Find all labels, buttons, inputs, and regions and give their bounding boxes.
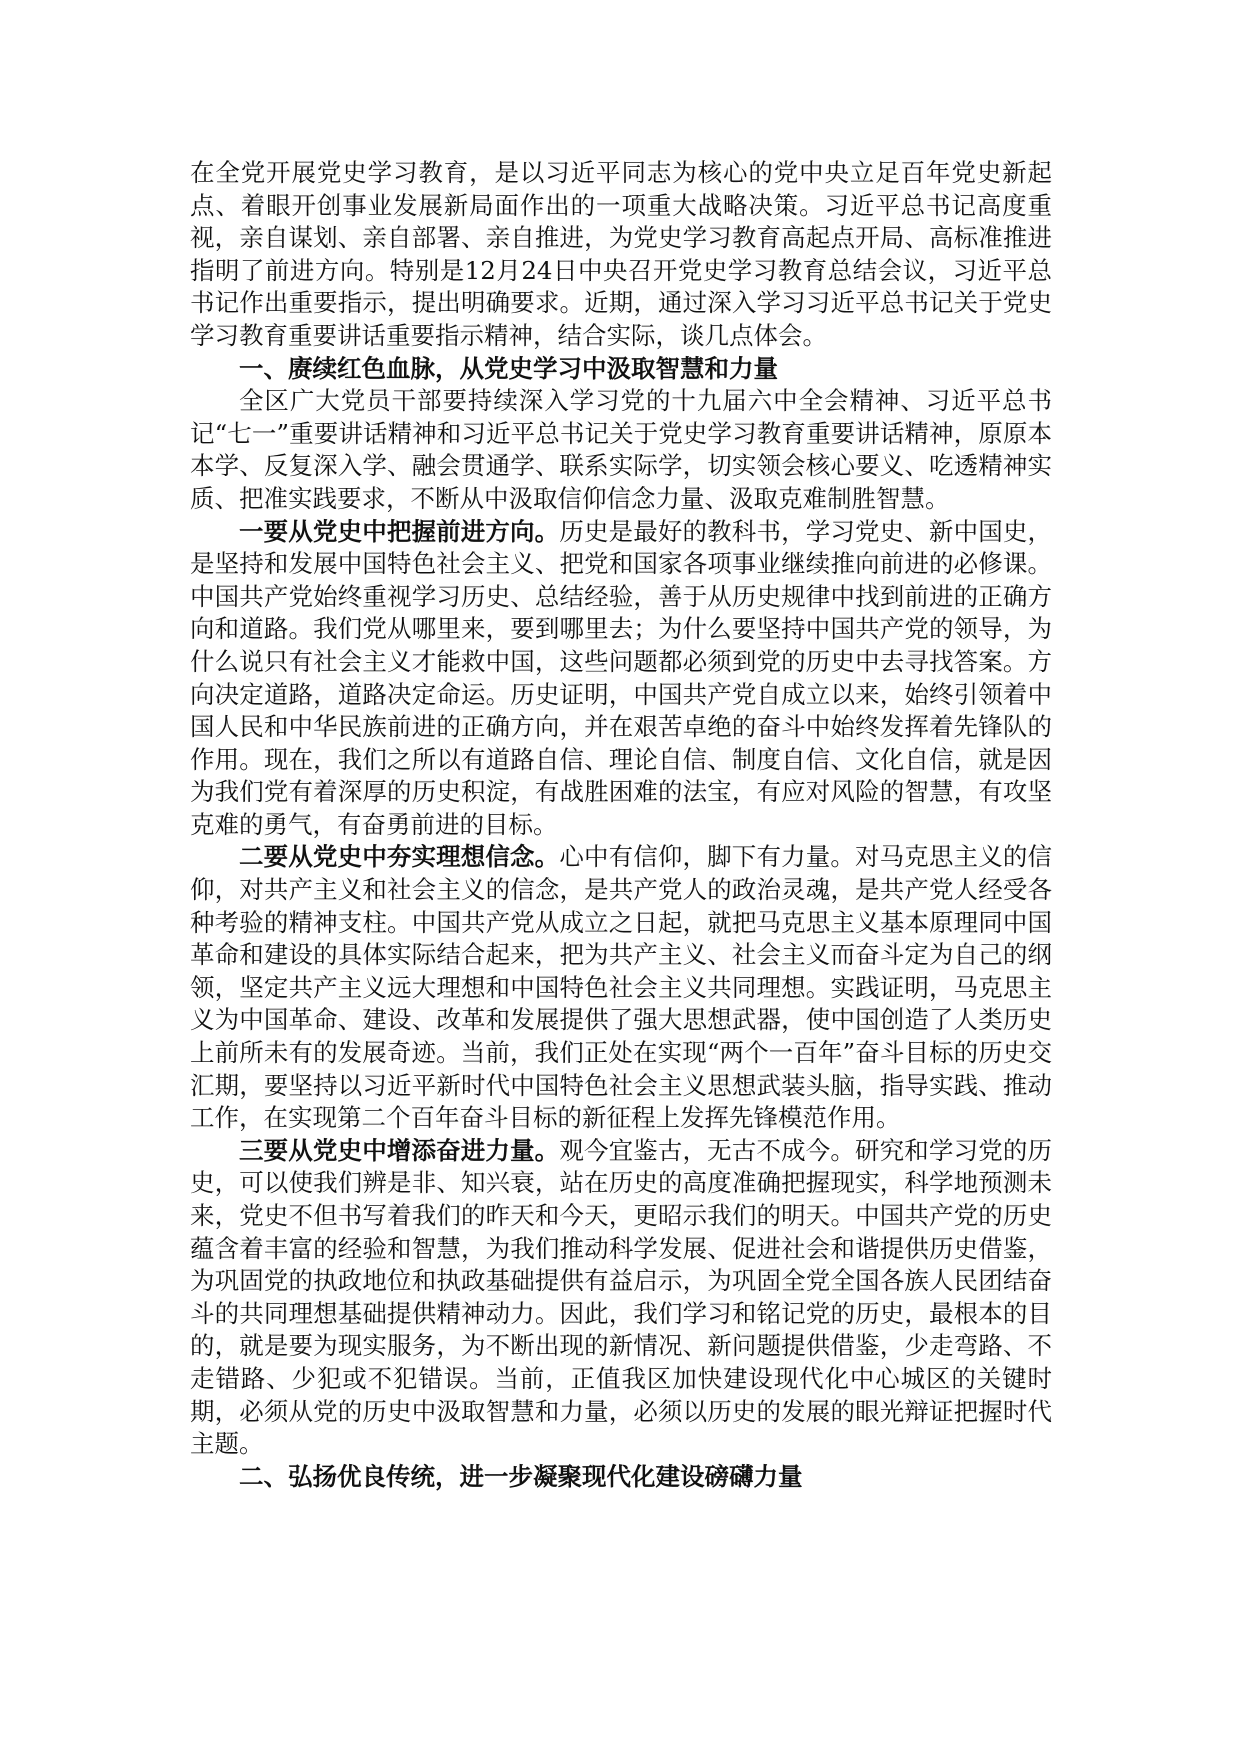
section-heading-2: 二、弘扬优良传统，进一步凝聚现代化建设磅礴力量: [239, 1461, 803, 1491]
section-heading-1: 一、赓续红色血脉，从党史学习中汲取智慧和力量: [239, 353, 778, 383]
point-3-paragraph: [190, 1135, 1052, 1461]
point-3-body: 观今宜鉴古，无古不成今。研究和学习党的历史，可以使我们辨是非、知兴衰，站在历史的高度准确把握现实，科学地预测未来，党史不但书写着我们的昨天和今天，更昭示我们的明天。中国共产党的历史蕴含着丰富的经验和智慧，为我们推动科学发展、促进社会和谐提供历史借鉴，为巩固党的执政地位和执政基础提供有益启示，为巩固全党全国各族人民团结奋斗的共同理想基础提供精神动力。因此，我们学习和铭记党的历史，最根本的目的，就是要为现实服务，为不断出现的新情况、新问题提供借鉴，少走弯路、不走错路、少犯或不犯错误。当前，正值我区加快建设现代化中心城区的关键时期，必须从党的历史中汲取智慧和力量，必须以历史的发展的眼光辩证把握时代主题。: [190, 1135, 1052, 1459]
point-1-body: 历史是最好的教科书，学习党史、新中国史，是坚持和发展中国特色社会主义、把党和国家各项事业继续推向前进的必修课。中国共产党始终重视学习历史、总结经验，善于从历史规律中找到前进的正确方向和道路。我们党从哪里来，要到哪里去；为什么要坚持中国共产党的领导，为什么说只有社会主义才能救中国，这些问题都必须到党的历史中去寻找答案。方向决定道路，道路决定命运。历史证明，中国共产党自成立以来，始终引领着中国人民和中华民族前进的正确方向，并在艰苦卓绝的奋斗中始终发挥着先锋队的作用。现在，我们之所以有道路自信、理论自信、制度自信、文化自信，就是因为我们党有着深厚的历史积淀，有战胜困难的法宝，有应对风险的智慧，有攻坚克难的勇气，有奋勇前进的目标。: [190, 516, 1052, 839]
point-2-body: 心中有信仰，脚下有力量。对马克思主义的信仰，对共产主义和社会主义的信念，是共产党人的政治灵魂，是共产党人经受各种考验的精神支柱。中国共产党从成立之日起，就把马克思主义基本原理同中国革命和建设的具体实际结合起来，把为共产主义、社会主义而奋斗定为自己的纲领，坚定共产主义远大理想和中国特色社会主义共同理想。实践证明，马克思主义为中国革命、建设、改革和发展提供了强大思想武器，使中国创造了人类历史上前所未有的发展奇迹。当前，我们正处在实现“两个一百年”奋斗目标的历史交汇期，要坚持以习近平新时代中国特色社会主义思想武装头脑，指导实践、推动工作，在实现第二个百年奋斗目标的新征程上发挥先锋模范作用。: [190, 842, 1052, 1133]
section-1-intro-paragraph: 全区广大党员干部要持续深入学习党的十九届六中全会精神、习近平总书记“七一”重要讲话精神和习近平总书记关于党史学习教育重要讲话精神，原原本本学、反复深入学、融会贯通学、联系实际学，切实领会核心要义、吃透精神实质、把准实践要求，不断从中汲取信仰信念力量、汲取克难制胜智慧。: [190, 386, 1052, 513]
point-2-lead: 二要从党史中夯实理想信念。: [239, 842, 560, 872]
point-1-lead: 一要从党史中把握前进方向。: [239, 516, 560, 546]
point-2-paragraph: [190, 841, 1052, 1134]
point-3-lead: 三要从党史中增添奋进力量。: [239, 1135, 560, 1165]
point-1-paragraph: [190, 516, 1052, 842]
document-body: [190, 157, 1052, 1493]
intro-paragraph: 在全党开展党史学习教育，是以习近平同志为核心的党中央立足百年党史新起点、着眼开创事业发展新局面作出的一项重大战略决策。习近平总书记高度重视，亲自谋划、亲自部署、亲自推进，为党史学习教育高起点开局、高标准推进指明了前进方向。特别是12月24日中央召开党史学习教育总结会议，习近平总书记作出重要指示，提出明确要求。近期，通过深入学习习近平总书记关于党史学习教育重要讲话重要指示精神，结合实际，谈几点体会。: [190, 158, 1052, 350]
